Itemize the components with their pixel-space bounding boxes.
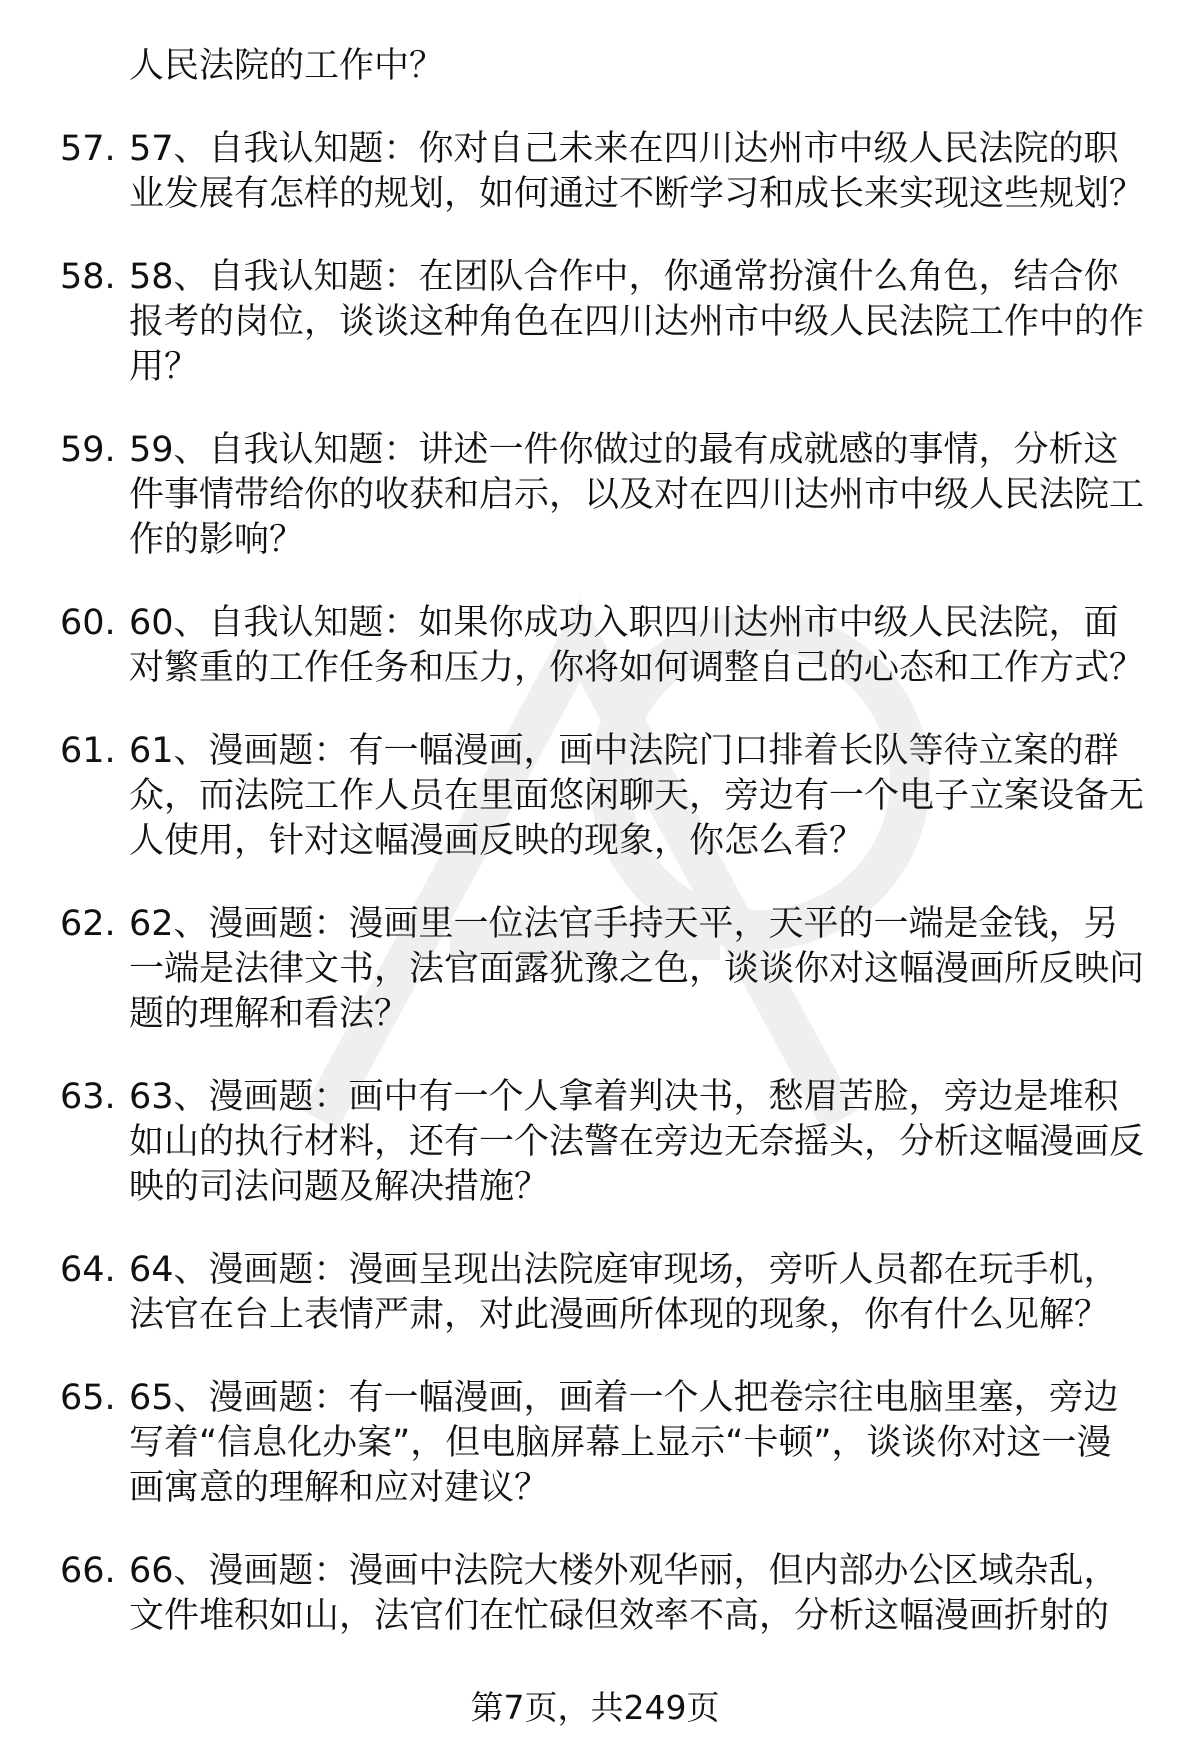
question-number: 57. — [60, 129, 116, 169]
question-number: 62. — [60, 904, 116, 944]
question-number: 61. — [60, 731, 116, 771]
question-text: 62、漫画题：漫画里一位法官手持天平，天平的一端是金钱，另一端是法律文书，法官面露犹豫之色，谈谈你对这幅漫画所反映问题的理解和看法？ — [129, 904, 1145, 1034]
question-item-63 — [60, 1075, 1146, 1210]
question-number: 66. — [60, 1551, 116, 1591]
question-item-62 — [60, 902, 1146, 1037]
question-item-59 — [60, 428, 1146, 563]
question-item-58 — [60, 255, 1146, 390]
question-item-64 — [60, 1248, 1146, 1338]
question-text: 58、自我认知题：在团队合作中，你通常扮演什么角色，结合你报考的岗位，谈谈这种角色在四川达州市中级人民法院工作中的作用？ — [129, 257, 1145, 387]
question-text: 61、漫画题：有一幅漫画，画中法院门口排着长队等待立案的群众，而法院工作人员在里面悠闲聊天，旁边有一个电子立案设备无人使用，针对这幅漫画反映的现象，你怎么看？ — [129, 731, 1145, 861]
question-text: 59、自我认知题：讲述一件你做过的最有成就感的事情，分析这件事情带给你的收获和启示，以及对在四川达州市中级人民法院工作的影响？ — [129, 430, 1145, 560]
question-text: 57、自我认知题：你对自己未来在四川达州市中级人民法院的职业发展有怎样的规划，如何通过不断学习和成长来实现这些规划？ — [129, 129, 1145, 214]
question-item-57 — [60, 127, 1146, 217]
question-number: 64. — [60, 1250, 116, 1290]
question-text: 63、漫画题：画中有一个人拿着判决书，愁眉苦脸，旁边是堆积如山的执行材料，还有一个法警在旁边无奈摇头，分析这幅漫画反映的司法问题及解决措施？ — [129, 1077, 1145, 1207]
question-number: 59. — [60, 430, 116, 470]
question-number: 58. — [60, 257, 116, 297]
question-number: 60. — [60, 603, 116, 643]
question-number: 65. — [60, 1378, 116, 1418]
question-number: 63. — [60, 1077, 116, 1117]
question-item-66 — [60, 1549, 1146, 1639]
question-text: 64、漫画题：漫画呈现出法院庭审现场，旁听人员都在玩手机，法官在台上表情严肃，对此漫画所体现的现象，你有什么见解？ — [129, 1250, 1119, 1335]
page-footer: 第7页，共249页 — [470, 1688, 720, 1727]
question-item-61 — [60, 729, 1146, 864]
question-text: 66、漫画题：漫画中法院大楼外观华丽，但内部办公区域杂乱，文件堆积如山，法官们在忙碌但效率不高，分析这幅漫画折射的 — [129, 1551, 1119, 1636]
question-text: 65、漫画题：有一幅漫画，画着一个人把卷宗往电脑里塞，旁边写着“信息化办案”，但电脑屏幕上显示“卡顿”，谈谈你对这一漫画寓意的理解和应对建议？ — [129, 1378, 1119, 1508]
question-list — [60, 44, 1160, 1677]
question-item-65 — [60, 1376, 1146, 1511]
question-item-60 — [60, 601, 1146, 691]
question-text: 60、自我认知题：如果你成功入职四川达州市中级人民法院，面对繁重的工作任务和压力，你将如何调整自己的心态和工作方式？ — [129, 603, 1145, 688]
question-continuation: 人民法院的工作中？ — [129, 46, 445, 86]
